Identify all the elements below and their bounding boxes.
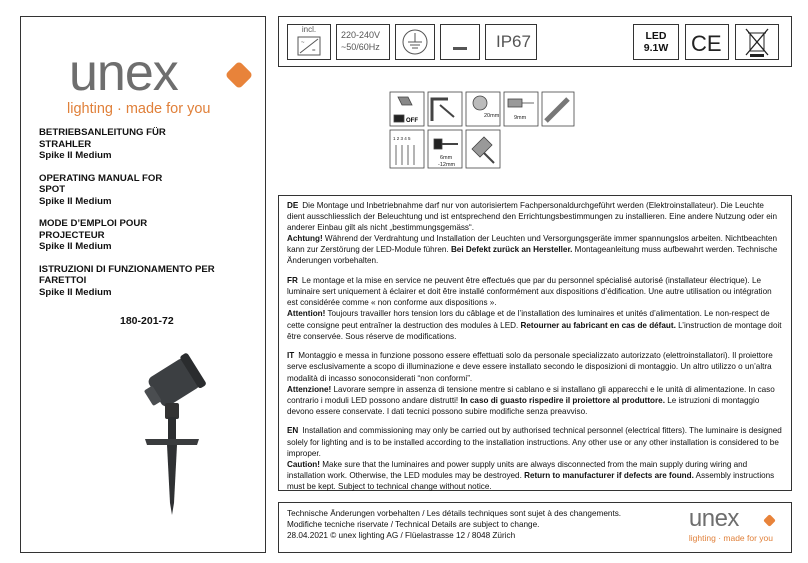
section-it: IT Montaggio e messa in funzione possono essere effettuati solo da personale specializzato autorizzato (elettroinstallatori). Il proiettore serve esclusivamente a scopo di illuminazione e deve essere installato secondo le disposizioni di montaggio. Un altro utilizzo o un’altra modalità di incasso sonoconsiderati “non conformi”. Attenzione! Lavorare sempre in assenza di tensione mentre si cablano e si installano gli apparecchi e le unità di alimentazione. In caso contrario i moduli LED possono andare distrutti! In caso di guasto rispedire il proiettore al produttore. Le istruzioni di montaggio devono essere conservate. I dati tecnici possono subire modifiche senza preavviso. — [287, 351, 775, 416]
footer-line-1: Technische Änderungen vorbehalten / Les détails techniques sont sujet à des changements. — [287, 509, 622, 518]
installation-steps-image — [388, 91, 576, 169]
spec-icons-bar — [278, 16, 792, 67]
protective-earth-icon — [395, 24, 435, 60]
title-fr: MODE D’EMPLOI POUR PROJECTEUR Spike II Medium — [39, 218, 148, 252]
safety-instructions — [278, 195, 792, 491]
title-it: ISTRUZIONI DI FUNZIONAMENTO PER FARETTOI Spike II Medium — [39, 263, 215, 298]
title-de: BETRIEBSANLEITUNG FÜR STRAHLER Spike II Medium — [39, 127, 166, 161]
svg-text:OFF: OFF — [406, 118, 418, 124]
ip-rating: IP67 — [485, 24, 537, 60]
weee-bin-icon — [735, 24, 779, 60]
title-panel — [20, 16, 266, 553]
spike-light-image — [139, 353, 239, 523]
brand-diamond-icon — [225, 61, 253, 89]
svg-text:1 2 3 4 5: 1 2 3 4 5 — [393, 136, 411, 141]
footer-brand-name: unex — [688, 505, 739, 532]
svg-text:~: ~ — [301, 40, 305, 46]
svg-text:9mm: 9mm — [514, 115, 527, 121]
led-power-badge: LED 9.1W — [633, 24, 679, 60]
title-en: OPERATING MANUAL FOR SPOT Spike II Medium — [39, 172, 163, 207]
section-fr: FR Le montage et la mise en service ne peuvent être effectués que par du personnel spécialisé autorisé (installateur électrique). Le luminaire sert uniquement à éclairer et doit être installé conformément aux dispositions d’édification. Une autre utilisation ou intégration est considérée comme « non conforme aux dispositions ». Attention! Toujours travailler hors tension lors du câblage et de l’installation des luminaires et unités d’alimentation. Le non-respect de cette consigne peut entraîner la destruction des modules à LED. Retourner au fabricant en cas de défaut. L’instruction de montage doit être conservée. Sous réserve de modifications. — [287, 276, 782, 341]
footer-line-3: 28.04.2021 © unex lighting AG / Flüelastrasse 12 / 8048 Zürich — [287, 531, 516, 540]
svg-text:=: = — [312, 48, 316, 54]
ce-mark-icon — [685, 24, 729, 60]
article-number: 180-201-72 — [120, 315, 174, 327]
svg-text:-12mm: -12mm — [438, 162, 456, 168]
brand-name: unex — [69, 44, 178, 102]
footer-brand-tagline: lighting · made for you — [688, 533, 773, 543]
svg-text:6mm: 6mm — [440, 155, 453, 161]
footer-logo — [689, 507, 773, 544]
class-symbol-icon — [440, 24, 480, 60]
section-en: EN Installation and commissioning may only be carried out by authorised technical personnel (electrical fitters). The luminaire is designed solely for lighting and is to be installed according to the installation instructions. Any other use or any other installation is considered to be improper. Caution! Make sure that the luminaires and power supply units are always disconnected from the main supply during wiring and installation work. Otherwise, the LED modules may be destroyed. Return to manufacturer if defects are found. Assembly instructions must be kept. Subject to technical change without notice. — [287, 426, 782, 491]
footer-line-2: Modifiche tecniche riservate / Technical Details are subject to change. — [287, 520, 540, 529]
svg-text:CE: CE — [691, 31, 722, 56]
section-de: DE Die Montage und Inbetriebnahme darf nur von autorisiertem Fachpersonaldurchgeführt werden (Elektroinstallateur). Die Leuchte dient ausschliesslich der Beleuchtung und ist entsprechend den Errichtungsbestimmungen zu installieren. Eine andere Nutzung oder ein anderer Einbau gilt als nicht „bestimmungsgemäss“. Achtung! Während der Verdrahtung und Installation der Leuchten und Versorgungsgeräte immer spannungslos arbeiten. Nichtbeachten kann zur Zerstörung der LED-Module führen. Bei Defekt zurück an Hersteller. Montageanleitung muss aufbewahrt werden. Technische Änderungen vorbehalten. — [287, 201, 778, 266]
brand-tagline: lighting · made for you — [67, 101, 211, 117]
footer — [278, 502, 792, 553]
voltage-icon: 220-240V ~50/60Hz — [336, 24, 390, 60]
driver-included-icon: incl. ~ = — [287, 24, 331, 60]
brand-logo — [69, 44, 178, 102]
svg-text:20mm: 20mm — [484, 113, 500, 119]
title-list — [39, 127, 259, 309]
